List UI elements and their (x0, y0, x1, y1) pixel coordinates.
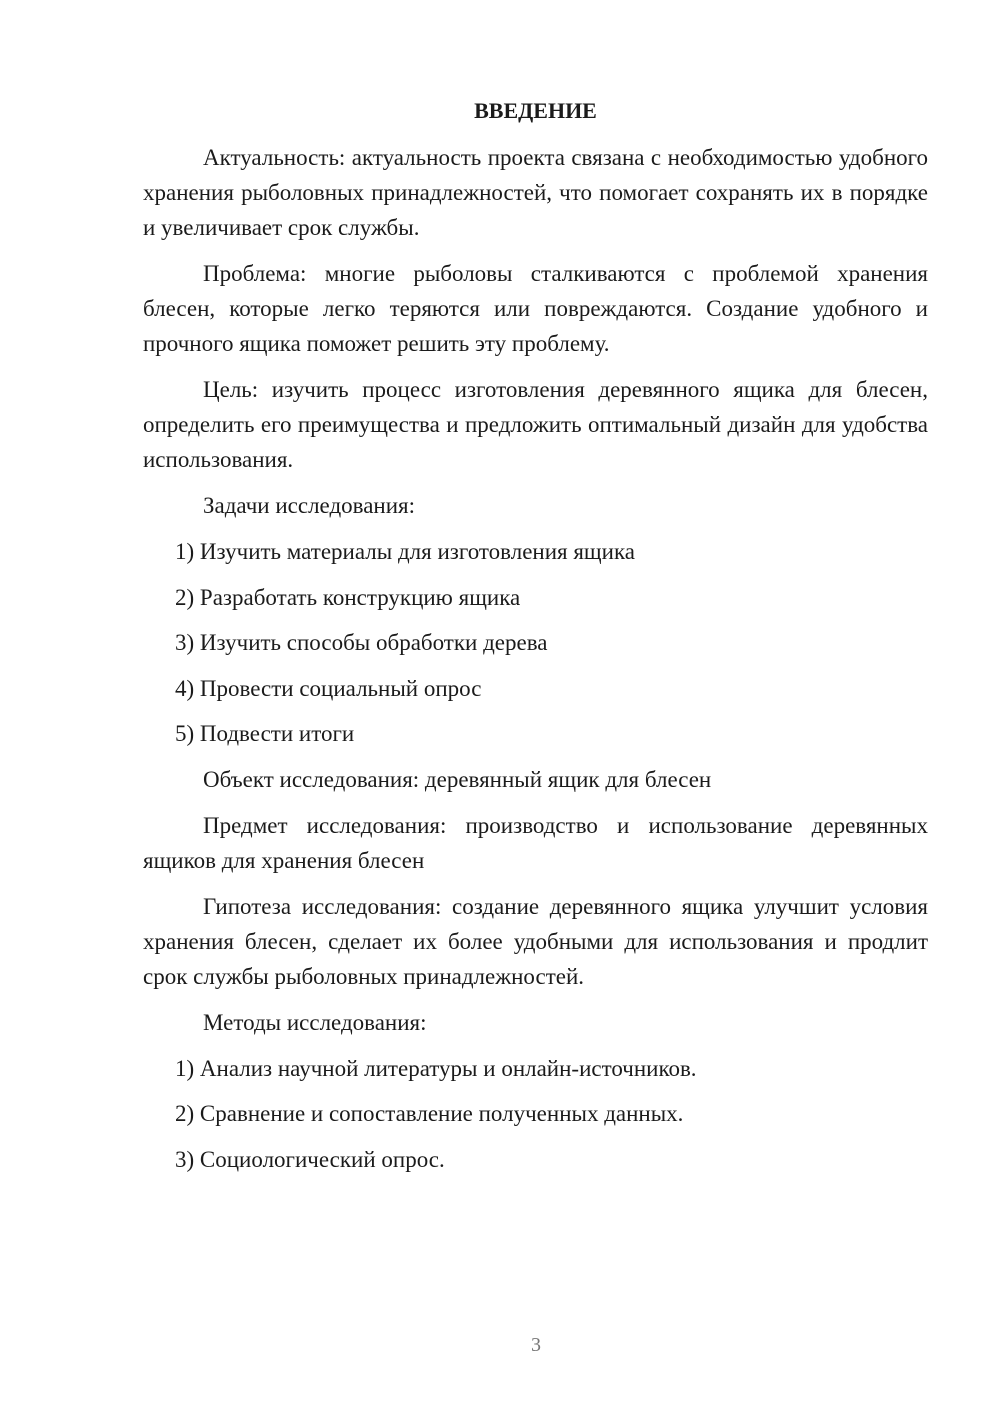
page-content (143, 96, 928, 1187)
tasks-list (143, 534, 928, 751)
subject-paragraph: Предмет исследования: производство и использование деревянных ящиков для хранения блесен (143, 812, 928, 873)
problem-paragraph: Проблема: многие рыболовы сталкиваются с проблемой хранения блесен, которые легко теряются или повреждаются. Создание удобного и прочного ящика поможет решить эту проблему. (143, 261, 928, 356)
list-item: 3) Социологический опрос. (175, 1146, 445, 1172)
section-title: ВВЕДЕНИЕ (474, 98, 597, 123)
methods-heading: Методы исследования: (203, 1009, 427, 1035)
tasks-heading: Задачи исследования: (203, 493, 416, 518)
hypothesis-paragraph: Гипотеза исследования: создание деревянного ящика улучшит условия хранения блесен, сделает их более удобными для использования и продлит срок службы рыболовных принадлежностей. (143, 893, 928, 989)
list-item: 4) Провести социальный опрос (175, 675, 482, 701)
list-item: 2) Разработать конструкцию ящика (175, 584, 521, 610)
object-paragraph: Объект исследования: деревянный ящик для блесен (203, 766, 712, 792)
list-item: 5) Подвести итоги (175, 721, 355, 746)
page-number: 3 (531, 1334, 541, 1356)
goal-paragraph: Цель: изучить процесс изготовления деревянного ящика для блесен, определить его преимущества и предложить оптимальный дизайн для удобства использования. (143, 377, 928, 472)
list-item: 1) Анализ научной литературы и онлайн-источников. (175, 1055, 697, 1081)
list-item: 3) Изучить способы обработки дерева (175, 630, 548, 655)
list-item: 1) Изучить материалы для изготовления ящика (175, 539, 635, 564)
relevance-paragraph: Актуальность: актуальность проекта связана с необходимостью удобного хранения рыболовных принадлежностей, что помогает сохранять их в порядке и увеличивает срок службы. (143, 145, 928, 240)
methods-list (143, 1051, 928, 1177)
list-item: 2) Сравнение и сопоставление полученных данных. (175, 1101, 684, 1126)
